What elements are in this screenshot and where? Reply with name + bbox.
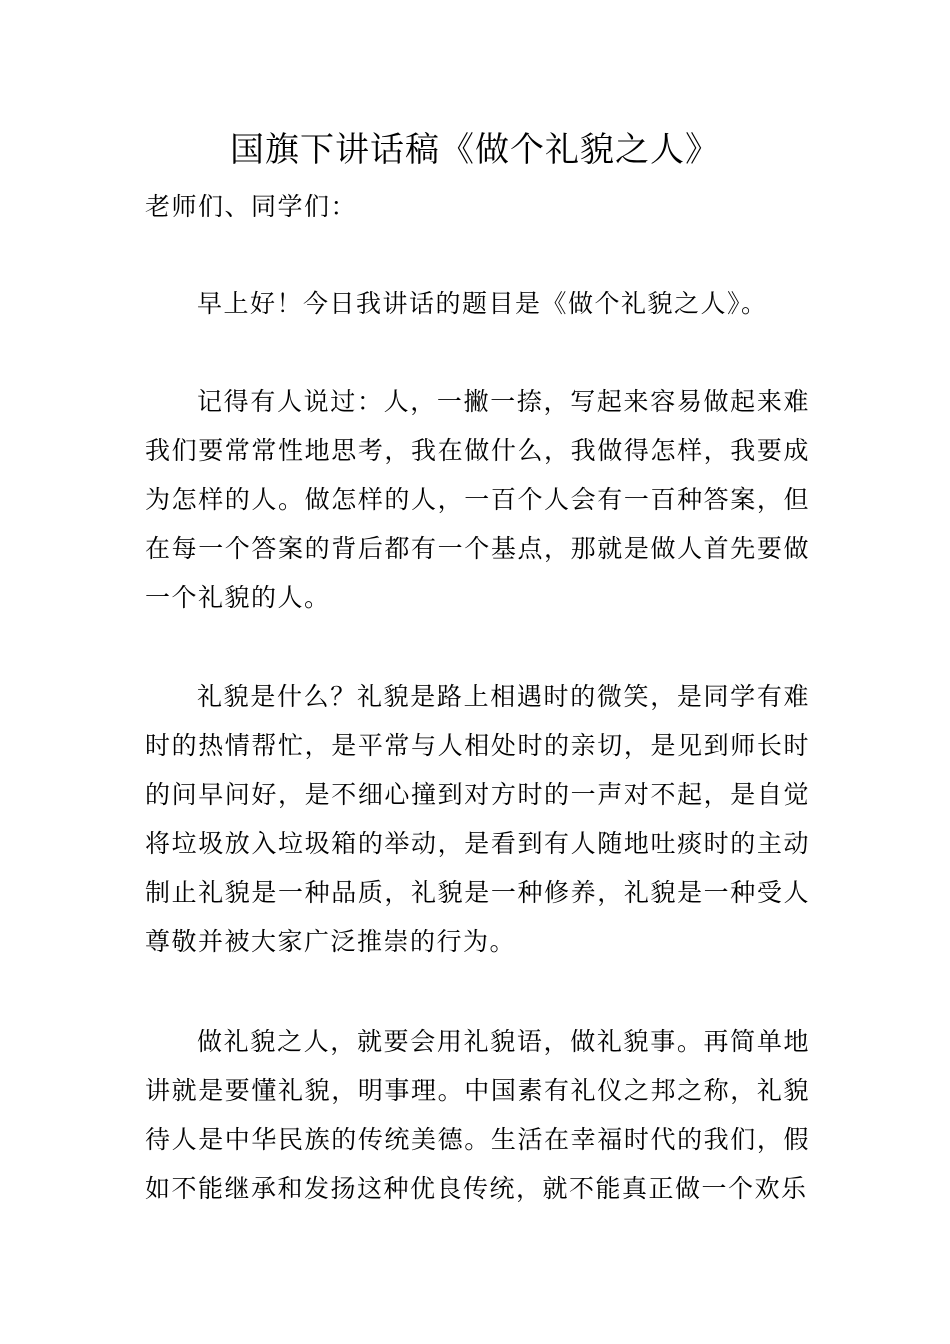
paragraph-definition: 礼貌是什么？礼貌是路上相遇时的微笑，是同学有难时的热情帮忙，是平常与人相处时的亲切，是见到师长时的问早问好，是不细心撞到对方时的一声对不起，是自觉将垃圾放入垃圾箱的举动，是看到有人随地吐痰时的主动制止礼貌是一种品质，礼貌是一种修养，礼貌是一种受人尊敬并被大家广泛推崇的行为。 <box>145 682 810 956</box>
paragraph-reflection: 记得有人说过：人，一撇一捺，写起来容易做起来难我们要常常性地思考，我在做什么，我做得怎样，我要成为怎样的人。做怎样的人，一百个人会有一百种答案，但在每一个答案的背后都有一个基点，那就是做人首先要做一个礼貌的人。 <box>145 387 810 612</box>
greeting-line: 老师们、同学们： <box>145 192 358 221</box>
paragraph-practice: 做礼貌之人，就要会用礼貌语，做礼貌事。再简单地讲就是要懂礼貌，明事理。中国素有礼仪之邦之称，礼貌待人是中华民族的传统美德。生活在幸福时代的我们，假如不能继承和发扬这种优良传统，就不能真正做一个欢乐 <box>145 1027 810 1203</box>
paragraph-opening: 早上好！今日我讲话的题目是《做个礼貌之人》。 <box>197 289 768 318</box>
document-title: 国旗下讲话稿《做个礼貌之人》 <box>230 130 720 170</box>
